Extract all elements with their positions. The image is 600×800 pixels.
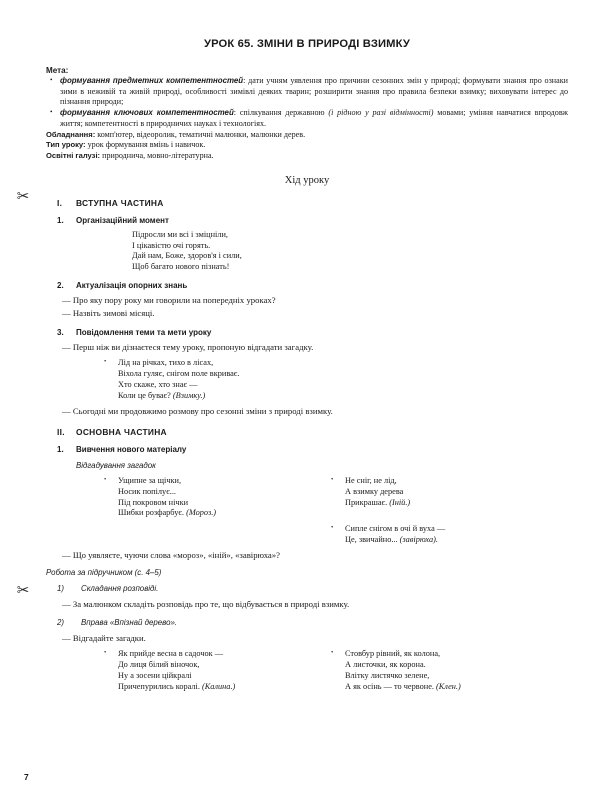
- riddle-line: • Лід на річках, тихо в лісах,: [118, 358, 214, 368]
- riddle-line: • Ущипне за щічки,: [118, 476, 182, 486]
- riddle-line: А листочки, як корона.: [345, 659, 426, 669]
- verse-line: Підросли ми всі і зміцніли,: [132, 229, 228, 239]
- riddle-line: До лиця білий віночок,: [118, 659, 200, 669]
- riddle-line: • Стовбур рівний, як колона,: [345, 649, 441, 659]
- step-heading-new-material: [46, 445, 568, 454]
- dialog-line: — Перш ніж ви дізнаєтеся тему уроку, пропоную відгадати загадку.: [62, 341, 314, 352]
- page-number: 7: [24, 772, 29, 782]
- scissors-cut-mark-icon: ✂: [16, 583, 30, 599]
- verse-line: Щоб багато нового пізнать!: [132, 262, 230, 272]
- step-heading-org-moment: [46, 216, 568, 225]
- lesson-type-label: Тип уроку:: [46, 140, 86, 150]
- riddle-maple: [307, 649, 568, 692]
- dialog-line: — Що уявляєте, чуючи слова «мороз», «іній», «завірюха»?: [62, 549, 280, 560]
- riddle-row: [46, 524, 568, 546]
- riddle-line: Ну а зосени ційкралі: [118, 670, 192, 680]
- list-item: [46, 76, 568, 108]
- dialog-line: — Про яку пору року ми говорили на попередніх уроках?: [62, 294, 276, 305]
- step-number: 3.: [57, 327, 64, 337]
- step-heading-topic-announcement: [46, 328, 568, 337]
- step-number: 1.: [57, 445, 64, 455]
- riddle-line: Причепурились коралі.: [118, 681, 200, 691]
- riddle-line-with-answer: [345, 535, 568, 546]
- section-number: II.: [57, 427, 65, 438]
- riddle-line: Віхола гуляє, снігом поле вкриває.: [118, 369, 240, 379]
- goal-text: : спілкування державною: [233, 108, 329, 118]
- verse-org-moment: [46, 230, 568, 273]
- riddle-line: Шибки розфарбує.: [118, 508, 184, 518]
- goal-text: : дати учням уявлення про причини сезонних змін у природі; формувати знання про ознаки зими в неживій та живій природі, особливості зимівлі деяких тварин; розширити знання про правила безпеки взимку; виховувати інтерес до пізнання природи;: [60, 76, 568, 107]
- riddle-line: • Сипле снігом в очі й вуха —: [345, 524, 446, 534]
- riddle-row: [46, 476, 568, 519]
- task-number: 2): [57, 617, 65, 627]
- verse-line: Дай нам, Боже, здоров'я і сили,: [132, 251, 242, 261]
- riddle-line-with-answer: [345, 682, 568, 693]
- list-item: [46, 108, 568, 129]
- riddle-row: [46, 649, 568, 692]
- lesson-type-text: урок формування вмінь і навичок.: [85, 140, 206, 150]
- subheading-riddle-solving: Відгадування загадок: [76, 461, 156, 471]
- riddle-line: Хто скаже, хто знає —: [118, 379, 198, 389]
- riddle-viburnum: [46, 649, 307, 692]
- riddle-line: А взимку дерева: [345, 486, 404, 496]
- dialog-line: — За малюнком складіть розповідь про те, що відбувається в природі взимку.: [62, 599, 350, 610]
- task-heading-story-making: [46, 584, 568, 593]
- dialog-line: — Назвіть зимові місяці.: [62, 308, 155, 319]
- goal-text-tail: мовами; уміння навчатися впродовж життя; компетентності в природничих науках і технологіях.: [60, 108, 569, 128]
- riddle-line-with-answer: [345, 498, 568, 509]
- dialog-line: — Відгадайте загадки.: [62, 632, 146, 643]
- riddle-answer: (завірюха).: [399, 534, 438, 544]
- branches-line: [46, 151, 568, 161]
- step-title: Актуалізація опорних знань: [76, 280, 188, 290]
- riddle-blizzard: [307, 524, 568, 546]
- equipment-label: Обладнання:: [46, 130, 96, 140]
- riddle-line: Коли це буває?: [118, 390, 171, 400]
- riddle-line-with-answer: [118, 508, 307, 519]
- section-title: ОСНОВНА ЧАСТИНА: [76, 427, 167, 438]
- task-heading-identify-tree: [46, 618, 568, 627]
- riddle-line: • Не сніг, не лід,: [345, 476, 397, 486]
- section-number: I.: [57, 197, 63, 208]
- riddle-winter: [46, 358, 568, 401]
- riddle-frost: [46, 476, 307, 519]
- section-heading-part-2: [46, 427, 568, 437]
- goal-lead: формування предметних компетентностей: [60, 76, 244, 86]
- step-heading-actualization: [46, 281, 568, 290]
- goal-list: [46, 76, 568, 129]
- riddle-line-with-answer: [118, 391, 568, 402]
- step-title: Організаційний момент: [76, 215, 169, 225]
- riddle-line: Це, звичайно...: [345, 534, 398, 544]
- scissors-cut-mark-icon: ✂: [16, 189, 30, 205]
- section-heading-part-1: [46, 198, 568, 208]
- course-heading: Хід уроку: [284, 174, 330, 186]
- riddle-line: Під покровом нічки: [118, 497, 189, 507]
- meta-goal-block: [46, 66, 568, 129]
- step-number: 1.: [57, 215, 64, 225]
- equipment-text: комп'ютер, відеоролик, тематичні малюнки, малюнки дерев.: [95, 130, 306, 140]
- goal-text-italic: (і рідною у разі відмінності): [328, 108, 434, 118]
- subheading-textbook-work: Робота за підручником (с. 4–5): [46, 568, 162, 578]
- task-number: 1): [57, 584, 65, 594]
- section-title: ВСТУПНА ЧАСТИНА: [76, 197, 164, 208]
- page-title: УРОК 65. ЗМІНИ В ПРИРОДІ ВЗИМКУ: [203, 38, 411, 50]
- goal-label: Мета:: [46, 66, 69, 75]
- riddle-answer: (Клен.): [436, 681, 461, 691]
- riddle-line: Влітку листячко зелене,: [345, 670, 430, 680]
- riddle-line: А як осінь — то червоне.: [345, 681, 434, 691]
- dialog-line: — Сьогодні ми продовжимо розмову про сезонні зміни з природі взимку.: [62, 405, 333, 416]
- riddle-answer: (Іній.): [389, 497, 411, 507]
- step-number: 2.: [57, 280, 64, 290]
- riddle-line: Носик попілує...: [118, 486, 176, 496]
- riddle-answer: (Взимку.): [172, 390, 206, 400]
- riddle-line: • Як прийде весна в садочок —: [118, 649, 224, 659]
- riddle-answer: (Мороз.): [186, 508, 217, 518]
- task-title: Складання розповіді.: [81, 584, 159, 594]
- riddle-line-with-answer: [118, 682, 307, 693]
- branches-text: природнича, мовно-літературна.: [100, 150, 214, 160]
- step-title: Повідомлення теми та мети уроку: [76, 327, 212, 337]
- verse-line: І цікавістю очі горять.: [132, 240, 211, 250]
- lesson-type-line: [46, 140, 568, 150]
- riddle-line: Прикрашає.: [345, 497, 388, 507]
- goal-lead: формування ключових компетентностей: [60, 108, 234, 118]
- step-title: Вивчення нового матеріалу: [76, 445, 187, 455]
- task-title: Вправа «Впізнай дерево».: [81, 617, 178, 627]
- equipment-line: [46, 130, 568, 140]
- riddle-hoarfrost: [307, 476, 568, 519]
- riddle-answer: (Калина.): [202, 681, 236, 691]
- branches-label: Освітні галузі:: [46, 150, 101, 160]
